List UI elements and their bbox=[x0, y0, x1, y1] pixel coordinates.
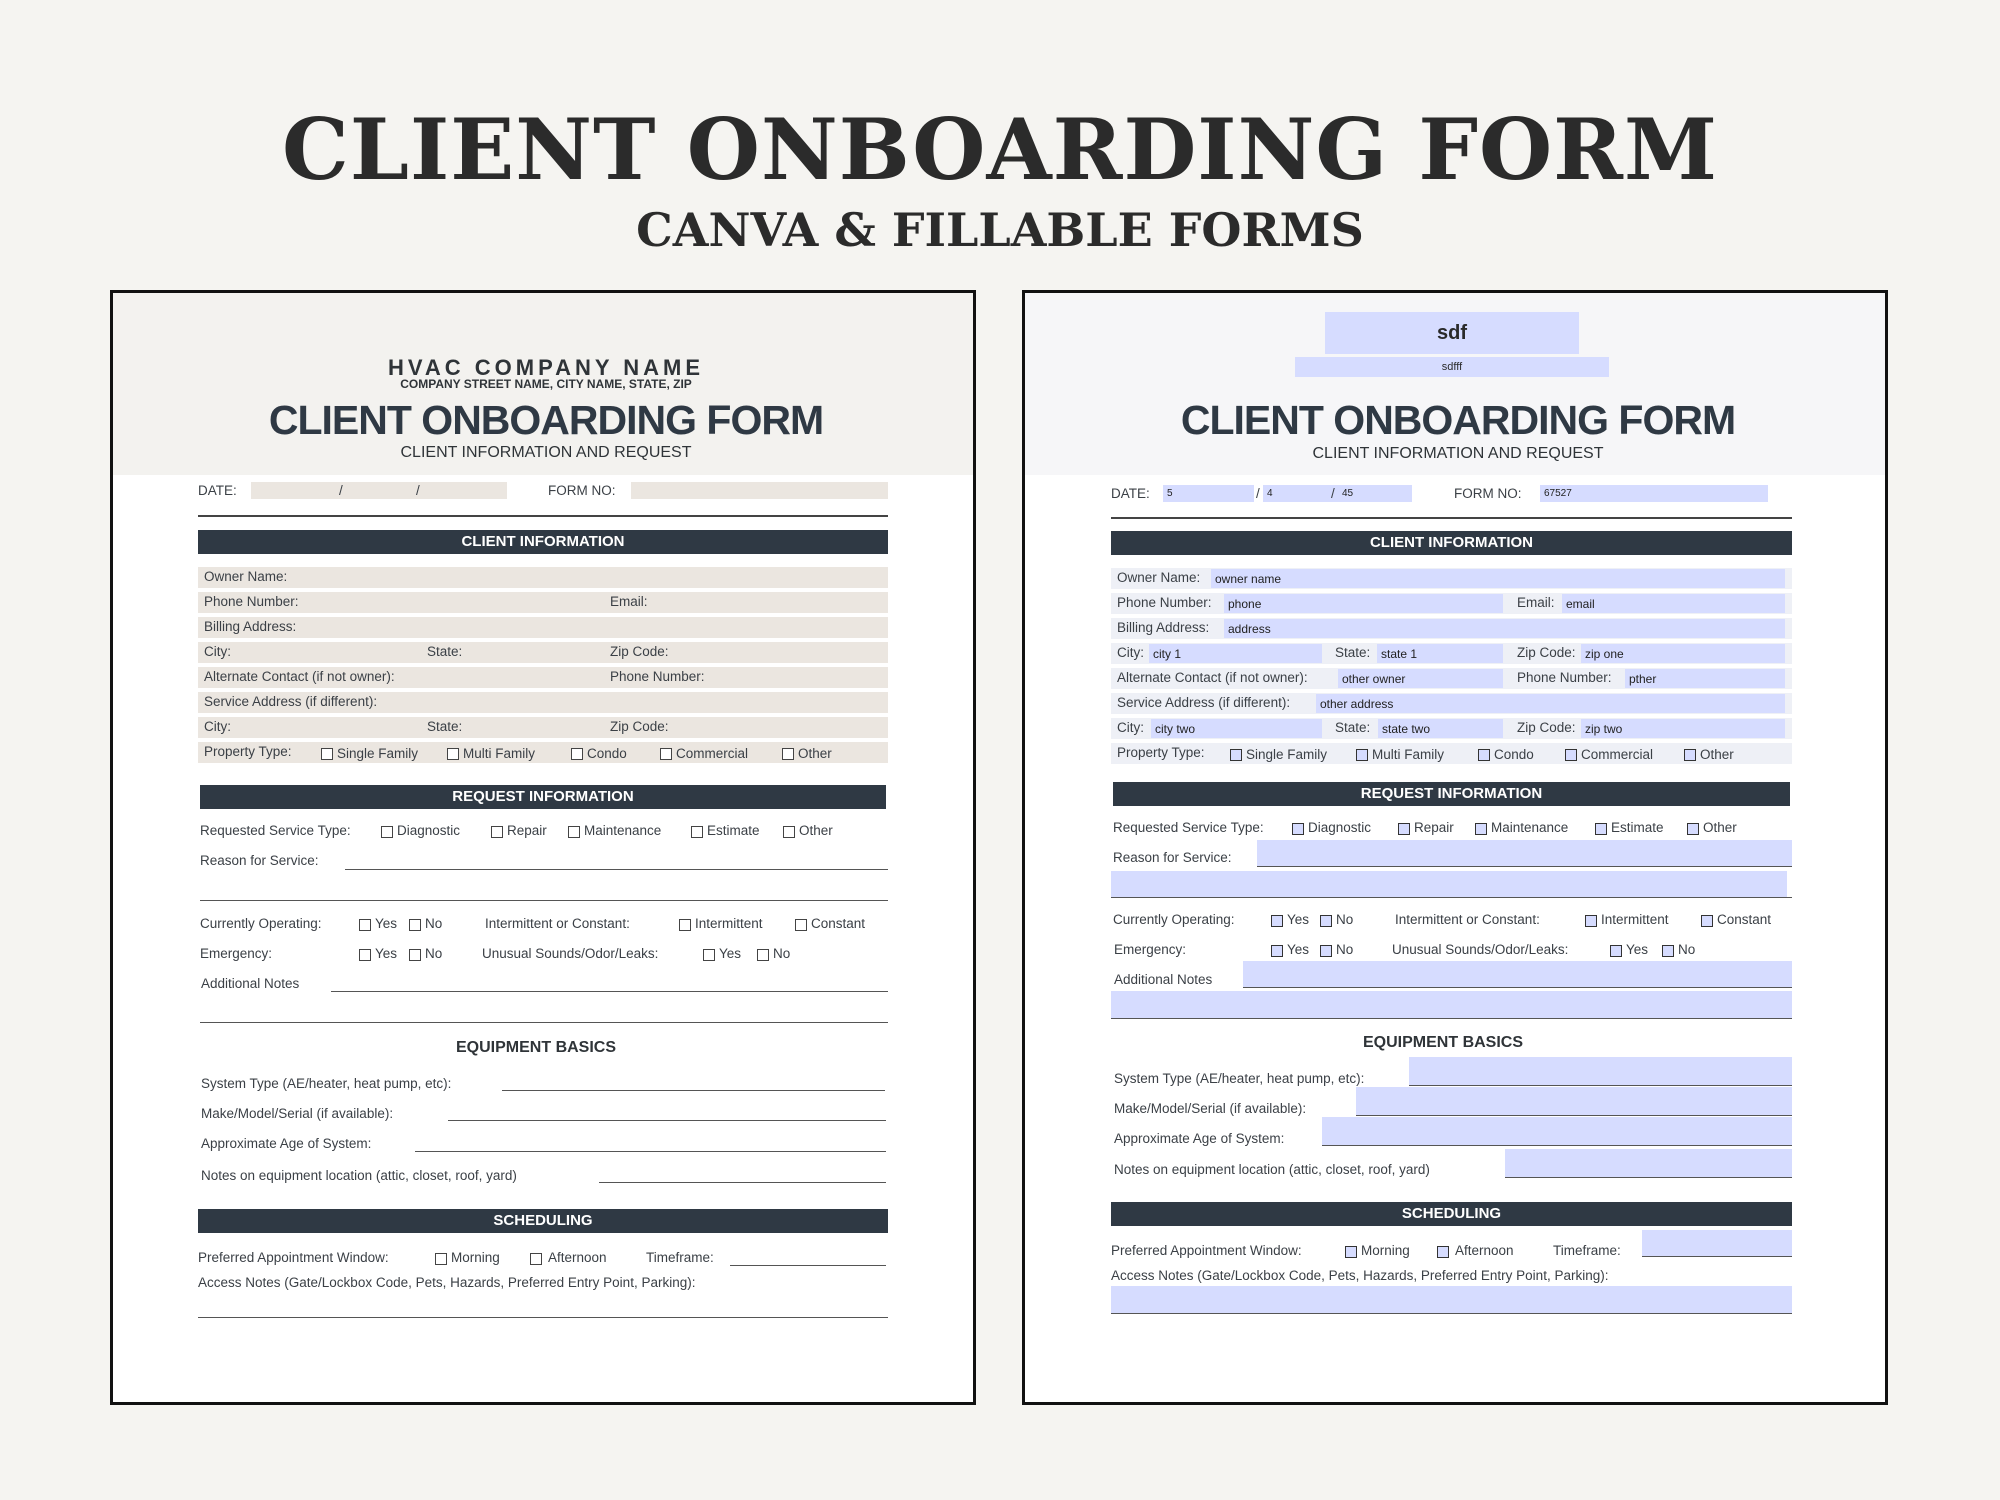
option-label: Constant bbox=[1717, 912, 1772, 927]
checkbox-other[interactable] bbox=[1684, 749, 1696, 761]
make-model-line bbox=[1356, 1115, 1792, 1116]
checbox-diagnostic[interactable] bbox=[1292, 823, 1304, 835]
owner-name-row[interactable] bbox=[198, 567, 888, 588]
option-label: Other bbox=[798, 746, 832, 761]
system-type-field[interactable] bbox=[1409, 1057, 1792, 1085]
company-address-field[interactable]: sdfff bbox=[1295, 357, 1609, 377]
option-label: No bbox=[425, 946, 443, 961]
date-label: DATE: bbox=[1111, 486, 1150, 501]
city2-field[interactable]: city two bbox=[1151, 719, 1322, 738]
notes-line-2 bbox=[1111, 1018, 1792, 1019]
checkbox-operating-no[interactable] bbox=[1320, 915, 1332, 927]
zip2-label: Zip Code: bbox=[610, 719, 669, 734]
age-line bbox=[1322, 1145, 1792, 1146]
checkbox-commercial[interactable] bbox=[660, 748, 672, 760]
checkbox-maintenance[interactable] bbox=[568, 826, 580, 838]
checkbox-repair[interactable] bbox=[1398, 823, 1410, 835]
option-label: Yes bbox=[375, 946, 398, 961]
make-model-field[interactable] bbox=[1356, 1087, 1792, 1115]
city2-label: City: bbox=[1117, 720, 1144, 735]
notes-line-2[interactable] bbox=[200, 1022, 888, 1023]
email-field[interactable]: email bbox=[1562, 594, 1785, 613]
section-scheduling: SCHEDULING bbox=[1111, 1202, 1792, 1226]
billing-label: Billing Address: bbox=[204, 619, 297, 634]
access-notes-line[interactable] bbox=[198, 1317, 888, 1318]
system-type-label: System Type (AE/heater, heat pump, etc): bbox=[1114, 1071, 1365, 1086]
billing-label: Billing Address: bbox=[1117, 620, 1210, 635]
checkbox-intermittent[interactable] bbox=[679, 919, 691, 931]
reason-line-2 bbox=[1111, 897, 1792, 898]
checkbox-repair[interactable] bbox=[491, 826, 503, 838]
option-label: Constant bbox=[811, 916, 866, 931]
make-model-label: Make/Model/Serial (if available): bbox=[201, 1106, 394, 1121]
notes-location-line[interactable] bbox=[599, 1182, 886, 1183]
checkbox-other[interactable] bbox=[782, 748, 794, 760]
alt-contact-label: Alternate Contact (if not owner): bbox=[204, 669, 395, 684]
option-label: Intermittent bbox=[1601, 912, 1669, 927]
city-field[interactable]: city 1 bbox=[1149, 644, 1322, 663]
checkbox-morning[interactable] bbox=[1345, 1246, 1357, 1258]
checkbox-operating-yes[interactable] bbox=[359, 919, 371, 931]
age-label: Approximate Age of System: bbox=[1114, 1131, 1285, 1146]
notes-location-label: Notes on equipment location (attic, closet, roof, yard) bbox=[201, 1168, 517, 1183]
option-label: Condo bbox=[587, 746, 627, 761]
notes-location-label: Notes on equipment location (attic, closet, roof, yard) bbox=[1114, 1162, 1430, 1177]
form-title: CLIENT ONBOARDING FORM bbox=[1180, 397, 1736, 443]
company-name: HVAC COMPANY NAME bbox=[387, 355, 705, 380]
reason-field[interactable] bbox=[1257, 840, 1792, 866]
checkbox-unusual-yes[interactable] bbox=[1610, 945, 1622, 957]
blank-form-panel bbox=[110, 290, 976, 1405]
zip-field[interactable]: zip one bbox=[1581, 644, 1785, 663]
service-address-label: Service Address (if different): bbox=[204, 694, 378, 709]
notes-field[interactable] bbox=[1243, 961, 1792, 987]
preferred-window-label: Preferred Appointment Window: bbox=[1111, 1243, 1302, 1258]
option-label: Other bbox=[1700, 747, 1734, 762]
checkbox-maintenance[interactable] bbox=[1475, 823, 1487, 835]
checkbox-afternoon[interactable] bbox=[530, 1253, 542, 1265]
reason-line bbox=[1257, 866, 1792, 867]
date-slash: / bbox=[416, 483, 420, 498]
notes-location-field[interactable] bbox=[1505, 1149, 1792, 1177]
zip-label: Zip Code: bbox=[610, 644, 669, 659]
make-model-label: Make/Model/Serial (if available): bbox=[1114, 1101, 1307, 1116]
reason-label: Reason for Service: bbox=[200, 853, 319, 868]
option-label: No bbox=[1336, 912, 1354, 927]
timeframe-line bbox=[1642, 1256, 1792, 1257]
section-request-information: REQUEST INFORMATION bbox=[1113, 782, 1790, 806]
emergency-label: Emergency: bbox=[1114, 942, 1187, 957]
state2-label: State: bbox=[427, 719, 463, 734]
billing-row[interactable] bbox=[198, 617, 888, 638]
emergency-label: Emergency: bbox=[200, 946, 273, 961]
option-label: Repair bbox=[507, 823, 547, 838]
alt-phone-label: Phone Number: bbox=[610, 669, 705, 684]
option-label: Yes bbox=[719, 946, 742, 961]
checkbox-operating-no[interactable] bbox=[409, 919, 421, 931]
alt-contact-label: Alternate Contact (if not owner): bbox=[1117, 670, 1308, 685]
date-field[interactable] bbox=[251, 482, 507, 499]
intermittent-constant-label: Intermittent or Constant: bbox=[1395, 912, 1540, 927]
system-type-line[interactable] bbox=[502, 1090, 885, 1091]
requested-service-label: Requested Service Type: bbox=[1113, 820, 1264, 835]
date-month-field[interactable]: 5 bbox=[1163, 485, 1254, 502]
checkbox-condo[interactable] bbox=[1478, 749, 1490, 761]
option-label: Commercial bbox=[1581, 747, 1654, 762]
city-label: City: bbox=[1117, 645, 1144, 660]
reason-line[interactable] bbox=[345, 869, 888, 870]
checkbox-constant[interactable] bbox=[795, 919, 807, 931]
checkbox-unusual-no[interactable] bbox=[1662, 945, 1674, 957]
date-year-field[interactable]: 45 bbox=[1338, 485, 1412, 502]
checkbox-condo[interactable] bbox=[571, 748, 583, 760]
date-slash: / bbox=[1331, 486, 1335, 501]
checkbox-diagnostic[interactable] bbox=[381, 826, 393, 838]
checkbox-single-family[interactable] bbox=[1230, 749, 1242, 761]
city-label: City: bbox=[204, 644, 231, 659]
option-label: Yes bbox=[1626, 942, 1649, 957]
option-label: Yes bbox=[375, 916, 398, 931]
email-label: Email: bbox=[1517, 595, 1555, 610]
phone-label: Phone Number: bbox=[1117, 595, 1212, 610]
system-type-line bbox=[1409, 1085, 1792, 1086]
timeframe-field[interactable] bbox=[1642, 1230, 1792, 1256]
option-label: Afternoon bbox=[548, 1250, 607, 1265]
option-label: Single Family bbox=[337, 746, 419, 761]
checkbox-single-family[interactable] bbox=[321, 748, 333, 760]
option-label: Other bbox=[799, 823, 833, 838]
age-field[interactable] bbox=[1322, 1117, 1792, 1145]
date-day-field[interactable]: 4 bbox=[1263, 485, 1338, 502]
notes-field-2[interactable] bbox=[1111, 991, 1792, 1018]
checkbox-constant[interactable] bbox=[1701, 915, 1713, 927]
system-type-label: System Type (AE/heater, heat pump, etc): bbox=[201, 1076, 452, 1091]
age-line[interactable] bbox=[415, 1151, 886, 1152]
requested-service-label: Requested Service Type: bbox=[200, 823, 351, 838]
notes-line bbox=[1243, 987, 1792, 988]
zip2-label: Zip Code: bbox=[1517, 720, 1576, 735]
billing-field[interactable]: address bbox=[1224, 619, 1785, 638]
option-label: Intermittent bbox=[695, 916, 763, 931]
phone-label: Phone Number: bbox=[204, 594, 299, 609]
option-label: Repair bbox=[1414, 820, 1454, 835]
access-notes-label: Access Notes (Gate/Lockbox Code, Pets, Hazards, Preferred Entry Point, Parking): bbox=[198, 1275, 696, 1290]
zip-label: Zip Code: bbox=[1517, 645, 1576, 660]
section-client-information: CLIENT INFORMATION bbox=[1111, 531, 1792, 555]
service-address-label: Service Address (if different): bbox=[1117, 695, 1291, 710]
form-title: CLIENT ONBOARDING FORM bbox=[268, 397, 824, 443]
option-label: Morning bbox=[1361, 1243, 1410, 1258]
reason-field-2[interactable] bbox=[1111, 871, 1787, 897]
option-label: Condo bbox=[1494, 747, 1534, 762]
form-subtitle: CLIENT INFORMATION AND REQUEST bbox=[1312, 445, 1604, 462]
hero-title: CLIENT ONBOARDING FORM bbox=[282, 100, 1718, 199]
option-label: Estimate bbox=[1611, 820, 1664, 835]
property-type-label: Property Type: bbox=[1117, 745, 1205, 760]
unusual-label: Unusual Sounds/Odor/Leaks: bbox=[482, 946, 659, 961]
access-notes-line bbox=[1111, 1313, 1792, 1314]
checkbox-morning[interactable] bbox=[435, 1253, 447, 1265]
timeframe-line[interactable] bbox=[730, 1265, 886, 1266]
state-label: State: bbox=[1335, 645, 1371, 660]
notes-location-line bbox=[1505, 1177, 1792, 1178]
checkbox-afternoon[interactable] bbox=[1437, 1246, 1449, 1258]
checkbox-emergency-no[interactable] bbox=[409, 949, 421, 961]
state-field[interactable]: state 1 bbox=[1377, 644, 1503, 663]
age-label: Approximate Age of System: bbox=[201, 1136, 372, 1151]
email-label: Email: bbox=[610, 594, 648, 609]
form-no-label: FORM NO: bbox=[548, 483, 616, 498]
city2-row[interactable] bbox=[198, 717, 888, 738]
divider bbox=[198, 515, 888, 517]
access-notes-field[interactable] bbox=[1111, 1286, 1792, 1313]
checkbox-operating-yes[interactable] bbox=[1271, 915, 1283, 927]
option-label: Other bbox=[1703, 820, 1737, 835]
option-label: Commercial bbox=[676, 746, 749, 761]
city2-label: City: bbox=[204, 719, 231, 734]
reason-label: Reason for Service: bbox=[1113, 850, 1232, 865]
unusual-label: Unusual Sounds/Odor/Leaks: bbox=[1392, 942, 1569, 957]
option-label: Multi Family bbox=[463, 746, 536, 761]
section-request-information: REQUEST INFORMATION bbox=[200, 785, 886, 809]
checkbox-intermittent[interactable] bbox=[1585, 915, 1597, 927]
checkbox-other-service[interactable] bbox=[1687, 823, 1699, 835]
intermittent-constant-label: Intermittent or Constant: bbox=[485, 916, 630, 931]
timeframe-label: Timeframe: bbox=[1553, 1243, 1621, 1258]
option-label: Afternoon bbox=[1455, 1243, 1514, 1258]
option-label: No bbox=[773, 946, 791, 961]
section-client-information: CLIENT INFORMATION bbox=[198, 530, 888, 554]
section-equipment-basics: EQUIPMENT BASICS bbox=[456, 1039, 617, 1056]
checkbox-commercial[interactable] bbox=[1565, 749, 1577, 761]
owner-name-label: Owner Name: bbox=[1117, 570, 1201, 585]
owner-name-label: Owner Name: bbox=[204, 569, 288, 584]
owner-name-field[interactable]: owner name bbox=[1211, 569, 1785, 588]
option-label: Diagnostic bbox=[1308, 820, 1372, 835]
notes-line[interactable] bbox=[331, 991, 888, 992]
checkbox-estimate[interactable] bbox=[691, 826, 703, 838]
currently-operating-label: Currently Operating: bbox=[200, 916, 322, 931]
filled-form-panel bbox=[1022, 290, 1888, 1405]
company-address: COMPANY STREET NAME, CITY NAME, STATE, ZIP bbox=[400, 377, 692, 391]
state2-field[interactable]: state two bbox=[1378, 719, 1503, 738]
alt-phone-field[interactable]: pther bbox=[1625, 669, 1785, 688]
option-label: Estimate bbox=[707, 823, 760, 838]
phone-email-row[interactable] bbox=[198, 592, 888, 613]
option-label: Diagnostic bbox=[397, 823, 461, 838]
form-no-field[interactable] bbox=[631, 482, 888, 499]
option-label: Maintenance bbox=[1491, 820, 1569, 835]
additional-notes-label: Additional Notes bbox=[1114, 972, 1213, 987]
checkbox-emergency-yes[interactable] bbox=[1271, 945, 1283, 957]
service-address-field[interactable]: other address bbox=[1316, 694, 1785, 713]
form-subtitle: CLIENT INFORMATION AND REQUEST bbox=[400, 444, 692, 461]
checkbox-emergency-no[interactable] bbox=[1320, 945, 1332, 957]
preferred-window-label: Preferred Appointment Window: bbox=[198, 1250, 389, 1265]
date-slash: / bbox=[339, 483, 343, 498]
option-label: No bbox=[1336, 942, 1354, 957]
state-label: State: bbox=[427, 644, 463, 659]
timeframe-label: Timeframe: bbox=[646, 1250, 714, 1265]
option-label: Yes bbox=[1287, 912, 1310, 927]
date-label: DATE: bbox=[198, 483, 237, 498]
option-label: No bbox=[1678, 942, 1696, 957]
option-label: Morning bbox=[451, 1250, 500, 1265]
divider bbox=[1111, 517, 1792, 519]
alt-contact-field[interactable]: other owner bbox=[1338, 669, 1503, 688]
section-equipment-basics: EQUIPMENT BASICS bbox=[1363, 1034, 1524, 1051]
checkbox-other-service[interactable] bbox=[783, 826, 795, 838]
currently-operating-label: Currently Operating: bbox=[1113, 912, 1235, 927]
option-label: No bbox=[425, 916, 443, 931]
section-scheduling: SCHEDULING bbox=[198, 1209, 888, 1233]
form-no-field[interactable]: 67527 bbox=[1540, 485, 1768, 502]
property-type-label: Property Type: bbox=[204, 744, 292, 759]
checkbox-estimate[interactable] bbox=[1595, 823, 1607, 835]
zip2-field[interactable]: zip two bbox=[1581, 719, 1785, 738]
checkbox-unusual-no[interactable] bbox=[757, 949, 769, 961]
reason-line-2[interactable] bbox=[200, 900, 888, 901]
checkbox-unusual-yes[interactable] bbox=[703, 949, 715, 961]
option-label: Maintenance bbox=[584, 823, 662, 838]
phone-field[interactable]: phone bbox=[1224, 594, 1503, 613]
option-label: Single Family bbox=[1246, 747, 1328, 762]
access-notes-label: Access Notes (Gate/Lockbox Code, Pets, Hazards, Preferred Entry Point, Parking): bbox=[1111, 1268, 1609, 1283]
hero-subtitle: CANVA & FILLABLE FORMS bbox=[636, 203, 1364, 257]
option-label: Multi Family bbox=[1372, 747, 1445, 762]
alt-phone-label: Phone Number: bbox=[1517, 670, 1612, 685]
state2-label: State: bbox=[1335, 720, 1371, 735]
option-label: Yes bbox=[1287, 942, 1310, 957]
make-model-line[interactable] bbox=[448, 1120, 886, 1121]
checkbox-emergency-yes[interactable] bbox=[359, 949, 371, 961]
additional-notes-label: Additional Notes bbox=[201, 976, 300, 991]
company-name-field[interactable]: sdf bbox=[1325, 312, 1579, 354]
form-no-label: FORM NO: bbox=[1454, 486, 1522, 501]
date-slash: / bbox=[1256, 486, 1260, 501]
city-row[interactable] bbox=[198, 642, 888, 663]
checkbox-multi-family[interactable] bbox=[1356, 749, 1368, 761]
checkbox-multi-family[interactable] bbox=[447, 748, 459, 760]
